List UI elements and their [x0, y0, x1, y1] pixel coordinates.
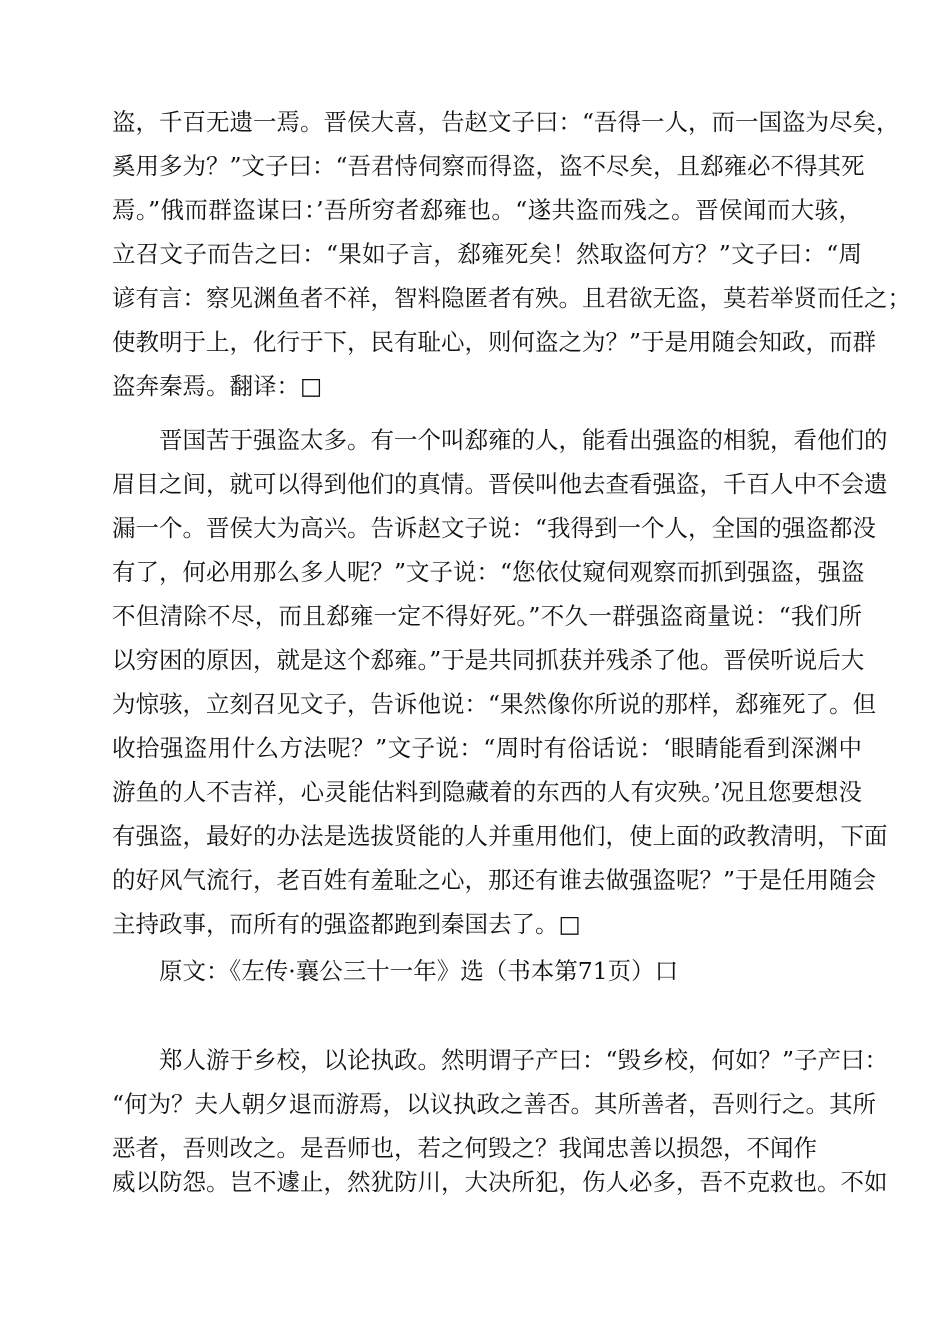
paragraph-original-text-2: [112, 1038, 889, 1170]
paragraph-continuation: [112, 1160, 888, 1204]
text-line: 恶者，吾则改之。是吾师也，若之何毁之？我闻忠善以损怨，不闻作: [112, 1134, 817, 1162]
text-line: 有强盗，最好的办法是选拔贤能的人并重用他们，使上面的政教清明，下面: [112, 822, 888, 850]
text-line: 谚有言：察见渊鱼者不祥，智料隐匿者有殃。且君欲无盗，莫若举贤而任之；: [112, 284, 911, 312]
paragraph-translation: [112, 418, 888, 946]
text-line: 以穷困的原因，就是这个郄雍。”于是共同抓获并残杀了他。晋侯听说后大: [112, 646, 865, 674]
text-line: 漏一个。晋侯大为高兴。告诉赵文子说：“我得到一个人，全国的强盗都没: [112, 514, 877, 542]
text-line: 郑人游于乡校，以论执政。然明谓子产曰：“毁乡校，何如？”子产曰：: [159, 1046, 889, 1074]
text-line: 盗奔秦焉。翻译：□: [112, 372, 323, 400]
text-line: 为惊骇，立刻召见文子，告诉他说：“果然像你所说的那样，郄雍死了。但: [112, 690, 877, 718]
text-line: 收拾强盗用什么方法呢？”文子说：“周时有俗话说：‘眼睛能看到深渊中: [112, 734, 862, 762]
text-line: 不但清除不尽，而且郄雍一定不得好死。”不久一群强盗商量说：“我们所: [112, 602, 862, 630]
text-line: 奚用多为？”文子曰：“吾君恃伺察而得盗，盗不尽矣，且郄雍必不得其死: [112, 152, 865, 180]
text-line: “何为？夫人朝夕退而游焉，以议执政之善否。其所善者，吾则行之。其所: [112, 1090, 877, 1118]
text-line: 主持政事，而所有的强盗都跑到秦国去了。□: [112, 910, 581, 938]
text-line: 游鱼的人不吉祥，心灵能估料到隐藏着的东西的人有灾殃。’况且您要想没: [112, 778, 862, 806]
text-line: 立召文子而告之曰：“果如子言，郄雍死矣！然取盗何方？”文子曰：“周: [112, 240, 862, 268]
text-line: 盗，千百无遗一焉。晋侯大喜，告赵文子曰：“吾得一人，而一国盗为尽矣，: [112, 108, 900, 136]
text-line: 使教明于上，化行于下，民有耻心，则何盗之为？”于是用随会知政，而群: [112, 328, 877, 356]
paragraph-original-text: [112, 100, 911, 408]
text-line: 原文：《左传·襄公三十一年》选（书本第71页）口: [159, 957, 679, 985]
text-line: 威以防怨。岂不遽止，然犹防川，大决所犯，伤人必多，吾不克救也。不如: [112, 1168, 888, 1196]
text-line: 的好风气流行，老百姓有羞耻之心，那还有谁去做强盗呢？”于是任用随会: [112, 866, 877, 894]
text-line: 眉目之间，就可以得到他们的真情。晋侯叫他去查看强盗，千百人中不会遗: [112, 470, 888, 498]
text-line: 晋国苦于强盗太多。有一个叫郄雍的人，能看出强盗的相貌，看他们的: [159, 426, 888, 454]
text-line: 焉。”俄而群盗谋曰：’吾所穷者郄雍也。“遂共盗而残之。晋侯闻而大骇，: [112, 196, 862, 224]
section-heading: [112, 949, 862, 993]
text-line: 有了，何必用那么多人呢？”文子说：“您依仗窥伺观察而抓到强盗，强盗: [112, 558, 865, 586]
